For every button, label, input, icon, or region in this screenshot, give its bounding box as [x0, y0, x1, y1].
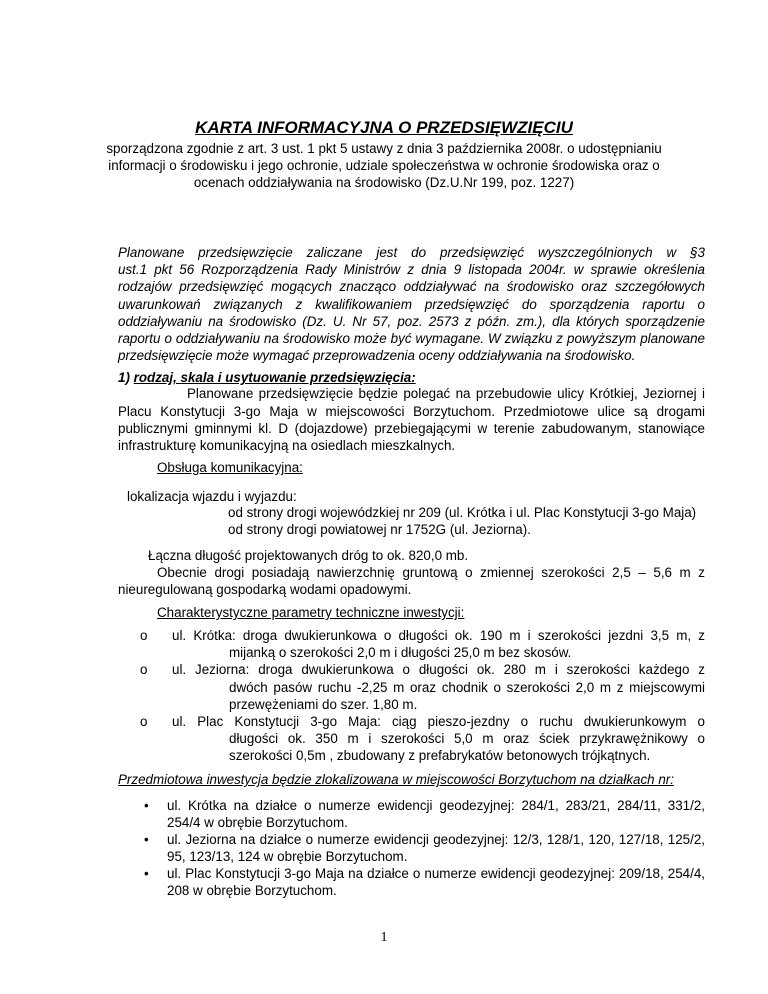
- section-1-para-body: Placu Konstytucji 3-go Maja w miejscowości Borzytuchom. Przedmiotowe ulice są drogami publicznymi gminnymi kl. D (dojazdowe) przebiegającymi w terenie zabudowanym, stanowiące infrastrukturę komunikacyjną na osiedlach mieszkalnych.: [118, 404, 705, 454]
- circle-bullet-icon: o: [140, 714, 148, 730]
- intro-first-line: Planowane przedsięwzięcie zaliczane jest do przedsięwzięć wyszczególnionych w §3: [118, 245, 705, 260]
- dlugosc-text: Łączna długość projektowanych dróg to ok. 820,0 mb.: [148, 548, 469, 563]
- bullet-icon: •: [144, 832, 149, 847]
- param-rest: mijanką o szerokości 2,0 m i długości 25,0 m bez skosów.: [229, 645, 572, 661]
- intro-paragraph-body: ust.1 pkt 56 Rozporządzenia Rady Ministrów z dnia 9 listopada 2004r. w sprawie określenia rodzajów przedsięwzięć mogących znacząco oddziaływać na środowisko oraz szczegółowych uwarunkowań związanych z kwalifikowaniem przedsięwzięć do sporządzenia raportu o oddziaływaniu na środowisko (Dz. U. Nr 57, poz. 2573 z późn. zm.), dla których sporządzenie raportu o oddziaływaniu na środowisko może być wymagane. W związku z powyższym planowane przedsięwzięcie może wymagać przeprowadzenia oceny oddziaływania na środowisko.: [118, 262, 705, 364]
- lokalizacja-detail: od strony drogi wojewódzkiej nr 209 (ul. Krótka i ul. Plac Konstytucji 3-go Maja) od strony drogi powiatowej nr 1752G (ul. Jeziorna).: [228, 505, 697, 537]
- bullet-icon: •: [144, 798, 149, 813]
- param-item: [140, 713, 705, 765]
- param-head: ul. Jeziorna: droga dwukierunkowa o długości ok. 280 m i szerokości każdego z: [172, 662, 705, 678]
- plot-item: [140, 865, 705, 899]
- section-title: rodzaj, skala i usytuowanie przedsięwzięcia:: [133, 370, 416, 385]
- location-heading: Przedmiotowa inwestycja będzie zlokalizowana w miejscowości Borzytuchom na działkach nr:: [118, 772, 674, 787]
- document-subtitle: sporządzona zgodnie z art. 3 ust. 1 pkt 5 ustawy z dnia 3 października 2008r. o udostępnianiu informacji o środowisku i jego ochronie, udziale społeczeństwa w ochronie środowiska oraz o ocenach oddziaływania na środowisko (Dz.U.Nr 199, poz. 1227): [106, 141, 662, 190]
- plot-text: ul. Krótka na działce o numerze ewidencji geodezyjnej: 284/1, 283/21, 284/11, 331/2, 254/4 w obrębie Borzytuchom.: [167, 798, 705, 830]
- bullet-icon: •: [144, 866, 149, 881]
- params-list: [140, 627, 705, 765]
- section-1-para-first-line: Planowane przedsięwzięcie będzie polegać na przebudowie ulicy Krótkiej, Jeziornej i: [187, 386, 705, 401]
- obecnie-rest: nieuregulowaną gospodarką wodami opadowymi.: [118, 582, 412, 597]
- param-item: [140, 661, 705, 713]
- document-title: KARTA INFORMACYJNA O PRZEDSIĘWZIĘCIU: [195, 118, 573, 137]
- circle-bullet-icon: o: [140, 628, 148, 643]
- section-1-para-first: [187, 386, 705, 403]
- param-item: [140, 627, 705, 661]
- param-rest: długości ok. 350 m i szerokości 5,0 m oraz ściek przykrawężnikowy o szerokości 0,5m , zbudowany z prefabrykatów betonowych trójkątnych.: [229, 731, 705, 764]
- page-number: 1: [380, 930, 388, 945]
- plot-item: [140, 831, 705, 865]
- section-number: 1): [118, 370, 130, 385]
- obsluga-heading: Obsługa komunikacyjna:: [157, 460, 303, 475]
- plots-list: [140, 797, 705, 899]
- plot-text: ul. Plac Konstytucji 3-go Maja na działce o numerze ewidencji geodezyjnej: 209/18, 254/4, 208 w obrębie Borzytuchom.: [167, 866, 705, 898]
- param-head: ul. Plac Konstytucji 3-go Maja: ciąg pieszo-jezdny o ruchu dwukierunkowym o: [172, 714, 705, 730]
- char-params-heading: Charakterystyczne parametry techniczne inwestycji:: [157, 605, 465, 620]
- section-1-heading: [118, 370, 718, 387]
- obecnie-first-line: Obecnie drogi posiadają nawierzchnię gruntową o zmiennej szerokości 2,5 – 5,6 m z: [157, 565, 705, 580]
- param-rest: dwóch pasów ruchu -2,25 m oraz chodnik o szerokości 2,0 m z miejscowymi przewężeniami do szer. 1,80 m.: [229, 679, 705, 712]
- circle-bullet-icon: o: [140, 662, 148, 678]
- plot-text: ul. Jeziorna na działce o numerze ewidencji geodezyjnej: 12/3, 128/1, 120, 127/18, 125/2, 95, 123/13, 124 w obrębie Borzytuchom.: [167, 832, 705, 864]
- param-head: ul. Krótka: droga dwukierunkowa o długości ok. 190 m i szerokości jezdni 3,5 m, z: [172, 628, 705, 643]
- plot-item: [140, 797, 705, 831]
- lokalizacja-label: lokalizacja wjazdu i wyjazdu:: [127, 489, 297, 504]
